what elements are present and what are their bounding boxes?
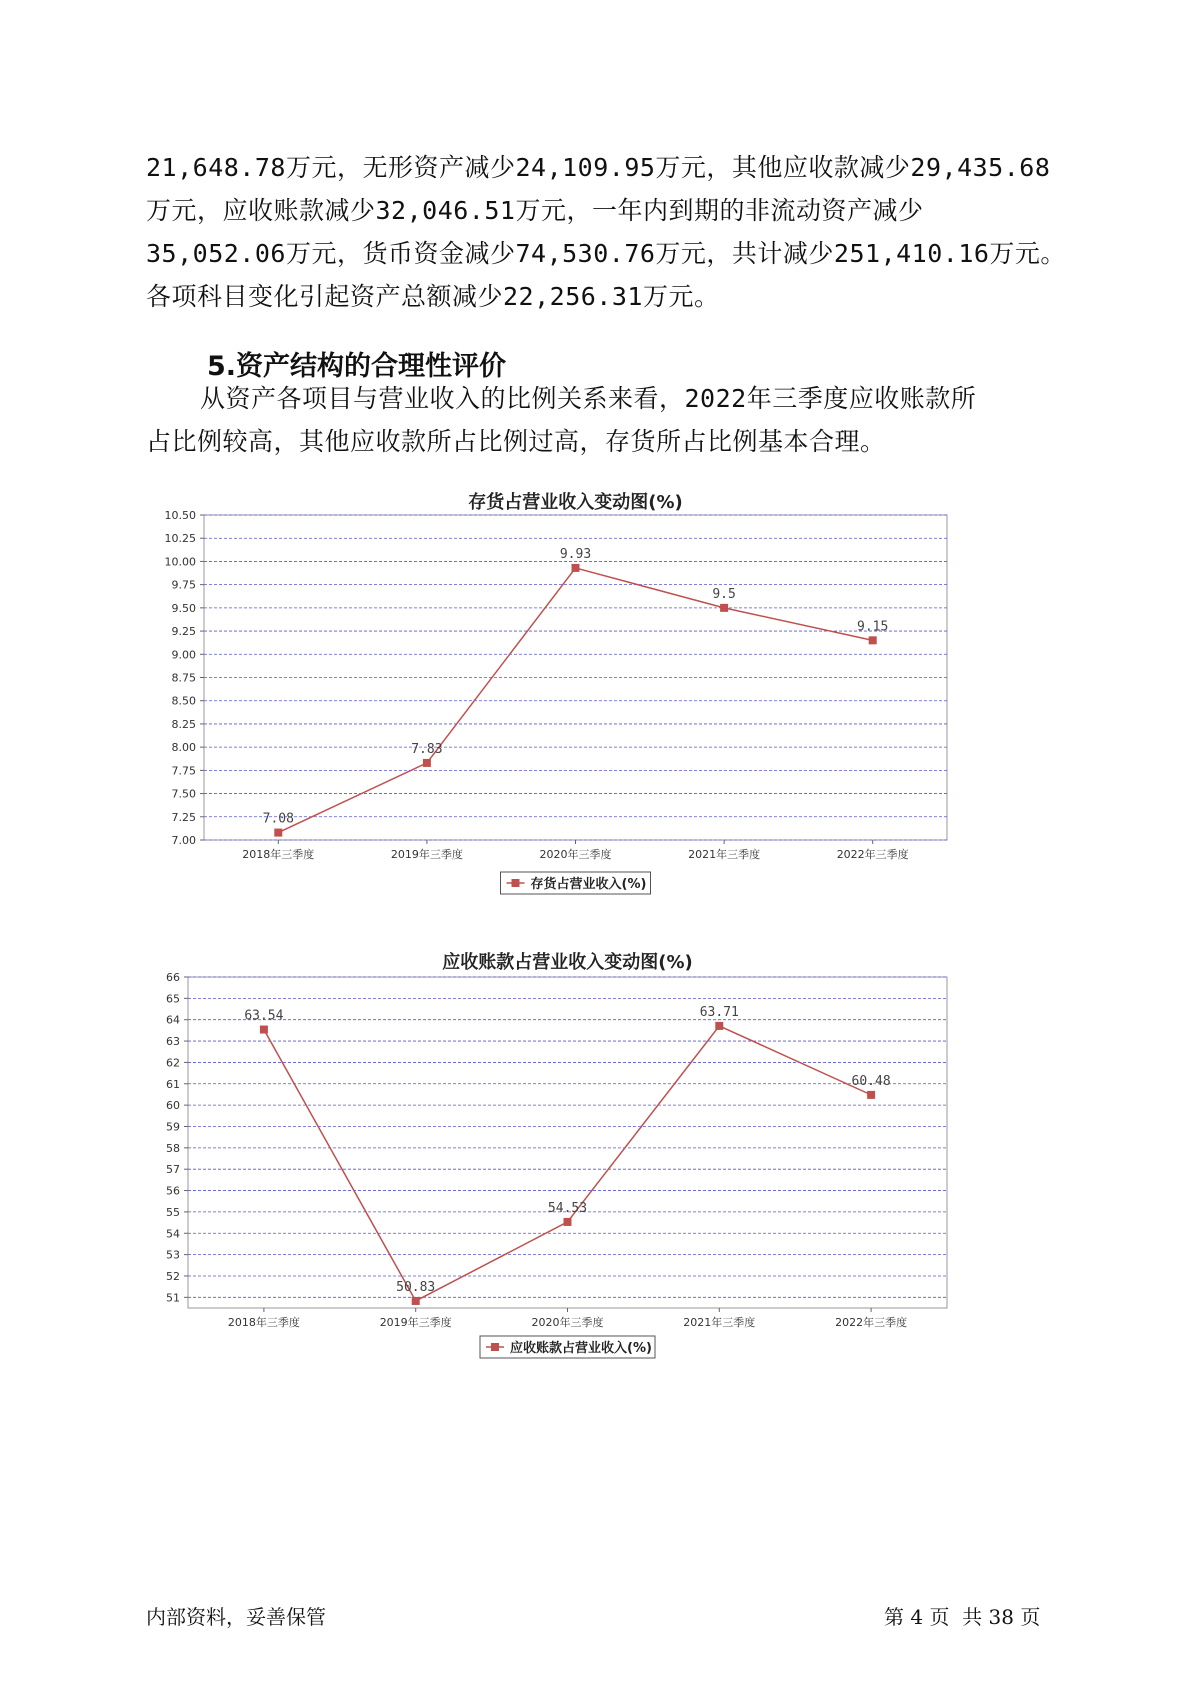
data-label: 9.15 xyxy=(857,619,889,635)
data-point xyxy=(260,1026,268,1034)
y-tick-label: 7.75 xyxy=(171,764,196,778)
data-label: 50.83 xyxy=(396,1279,436,1295)
body-line: 35,052.06万元，货币资金减少74,530.76万元，共计减少251,410.16万元。 xyxy=(146,239,1066,268)
data-point xyxy=(572,564,580,572)
x-tick-label: 2019年三季度 xyxy=(390,848,463,861)
legend-label: 存货占营业收入(%) xyxy=(530,877,647,892)
y-tick-label: 8.50 xyxy=(171,694,196,708)
y-tick-label: 7.25 xyxy=(171,810,196,824)
data-point xyxy=(715,1022,723,1030)
chart-title: 应收账款占营业收入变动图(%) xyxy=(442,952,693,973)
data-label: 9.93 xyxy=(559,546,592,562)
y-tick-label: 7.50 xyxy=(171,787,196,801)
data-point xyxy=(720,604,728,612)
y-tick-label: 65 xyxy=(166,992,180,1006)
y-tick-label: 9.00 xyxy=(171,648,196,662)
legend-marker xyxy=(491,1343,499,1351)
inventory-chart-svg xyxy=(150,490,1050,910)
section-line: 占比例较高，其他应收款所占比例过高，存货所占比例基本合理。 xyxy=(146,427,886,456)
y-tick-label: 10.25 xyxy=(164,532,196,546)
y-tick-label: 54 xyxy=(166,1227,180,1241)
section-heading: 5.资产结构的合理性评价 xyxy=(207,351,507,382)
footer-page-number: 第 4 页 共 38 页 xyxy=(884,1605,1041,1629)
y-tick-label: 51 xyxy=(166,1291,180,1305)
data-point xyxy=(869,636,877,644)
x-tick-label: 2019年三季度 xyxy=(379,1316,452,1329)
y-tick-label: 58 xyxy=(166,1141,180,1155)
y-tick-label: 62 xyxy=(166,1056,180,1070)
section-paragraph xyxy=(146,377,1051,463)
data-point xyxy=(867,1091,875,1099)
chart-title: 存货占营业收入变动图(%) xyxy=(468,492,683,513)
x-tick-label: 2020年三季度 xyxy=(531,1316,604,1329)
y-tick-label: 56 xyxy=(166,1184,180,1198)
y-tick-label: 55 xyxy=(166,1205,180,1219)
y-tick-label: 8.75 xyxy=(171,671,196,685)
data-point xyxy=(412,1297,420,1305)
x-tick-label: 2020年三季度 xyxy=(539,848,612,861)
legend-label: 应收账款占营业收入(%) xyxy=(510,1341,652,1356)
x-tick-label: 2021年三季度 xyxy=(683,1316,756,1329)
data-label: 7.83 xyxy=(411,741,443,757)
y-tick-label: 9.25 xyxy=(171,625,196,639)
y-tick-label: 10.50 xyxy=(164,509,196,522)
x-tick-label: 2022年三季度 xyxy=(836,848,909,861)
y-tick-label: 64 xyxy=(166,1013,180,1027)
y-tick-label: 57 xyxy=(166,1163,180,1177)
receivables-chart-svg xyxy=(150,950,1050,1390)
data-point xyxy=(274,829,282,837)
plot-area xyxy=(188,977,947,1308)
inventory-chart xyxy=(150,490,1050,910)
data-label: 54.53 xyxy=(547,1200,588,1216)
y-tick-label: 8.00 xyxy=(171,741,196,755)
x-tick-label: 2021年三季度 xyxy=(688,848,761,861)
y-tick-label: 61 xyxy=(166,1077,180,1091)
x-tick-label: 2018年三季度 xyxy=(242,848,315,861)
data-label: 9.5 xyxy=(712,586,736,602)
receivables-chart xyxy=(150,950,1050,1390)
data-point xyxy=(564,1218,572,1226)
section-line: 从资产各项目与营业收入的比例关系来看，2022年三季度应收账款所 xyxy=(200,384,977,413)
footer-confidential: 内部资料，妥善保管 xyxy=(146,1605,326,1629)
y-tick-label: 63 xyxy=(166,1035,180,1049)
y-tick-label: 52 xyxy=(166,1269,180,1283)
y-tick-label: 8.25 xyxy=(171,717,196,731)
y-tick-label: 9.50 xyxy=(171,601,196,615)
data-label: 63.54 xyxy=(244,1008,284,1024)
legend-marker xyxy=(512,879,520,887)
body-line: 21,648.78万元，无形资产减少24,109.95万元，其他应收款减少29,435.68 xyxy=(146,153,1051,182)
body-paragraph xyxy=(146,146,1066,318)
y-tick-label: 59 xyxy=(166,1120,180,1134)
x-tick-label: 2022年三季度 xyxy=(835,1316,908,1329)
y-tick-label: 10.00 xyxy=(164,555,196,569)
y-tick-label: 53 xyxy=(166,1248,180,1262)
data-label: 7.08 xyxy=(262,811,294,827)
y-tick-label: 66 xyxy=(166,971,180,984)
data-label: 63.71 xyxy=(699,1004,739,1020)
data-label: 60.48 xyxy=(851,1073,891,1089)
data-point xyxy=(423,759,431,767)
body-line: 万元，应收账款减少32,046.51万元，一年内到期的非流动资产减少 xyxy=(146,196,924,225)
y-tick-label: 60 xyxy=(166,1099,180,1113)
body-line: 各项科目变化引起资产总额减少22,256.31万元。 xyxy=(146,282,720,311)
y-tick-label: 9.75 xyxy=(171,578,196,592)
x-tick-label: 2018年三季度 xyxy=(227,1316,300,1329)
y-tick-label: 7.00 xyxy=(171,834,196,847)
